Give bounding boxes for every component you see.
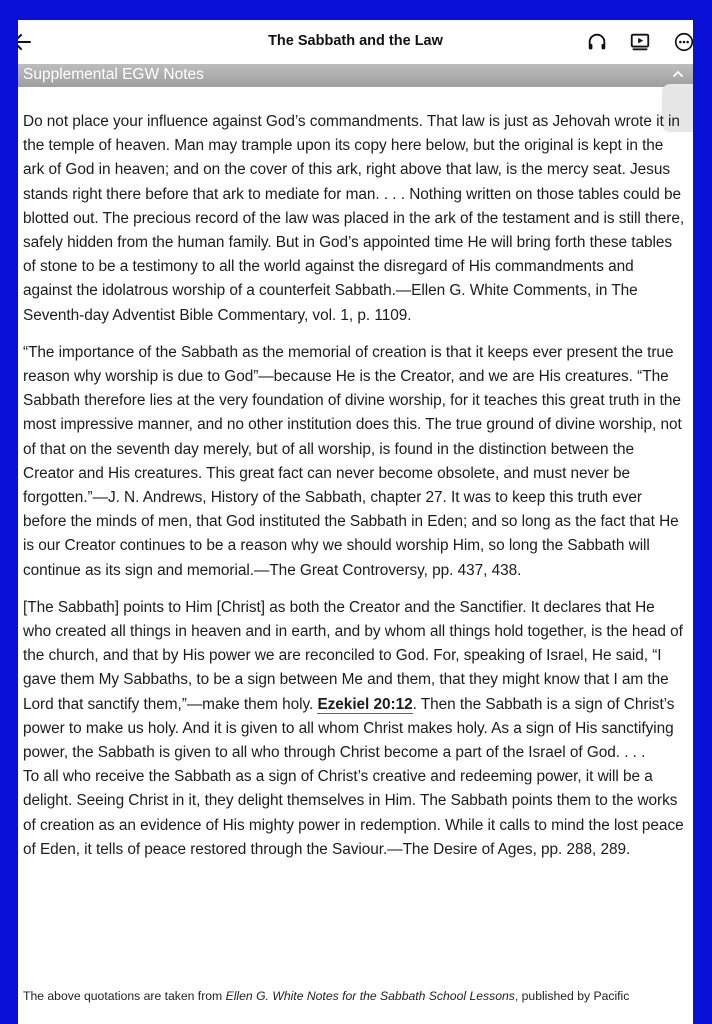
footnote-text: , published by Pacific [514,989,630,1003]
paragraph-text: [The Sabbath] points to Him [Christ] as both the Creator and the Sanctifier. It declares that He who created all things in heaven and in earth, and by whom all things hold together, is the head of the church, and that by His power we are reconciled to God. For, speaking of Israel, He said, “I gave them My Sabbaths, to be a sign between Me and them, that they might know that I am the Lord that sanctify them,”—make them holy. [23,598,683,713]
section-header[interactable] [18,64,693,87]
video-button[interactable] [629,31,651,53]
note-paragraph: Do not place your influence against God’s commandments. That law is just as Jehovah wrote it in the temple of heaven. Man may trample upon its copy here below, but the original is kept in the ark of God in heaven; and on the cover of this ark, right above that law, is the mercy seat. Jesus stands right there before that ark to mediate for man. . . . Nothing written on those tables could be blotted out. The precious record of the law was placed in the ark of the testament and is still there, safely hidden from the human family. But in God’s appointed time He will bring forth these tables of stone to be a testimony to all the world against the disregard of His commandments and against the idolatrous worship of a counterfeit Sabbath.—Ellen G. White Comments, in The Seventh-day Adventist Bible Commentary, vol. 1, p. 1109. [23,113,685,324]
headphones-icon [586,31,608,53]
note-paragraph: To all who receive the Sabbath as a sign of Christ’s creative and redeeming power, it will be a delight. Seeing Christ in it, they delight themselves in Him. The Sabbath points them to the works of creation as an evidence of His mighty power in redemption. While it calls to mind the lost peace of Eden, it tells of peace restored through the Saviour.—The Desire of Ages, pp. 288, 289. [23,768,684,858]
scripture-reference-link[interactable]: Ezekiel 20:12 [317,695,413,713]
note-paragraph: “The importance of the Sabbath as the memorial of creation is that it keeps ever present the true reason why worship is due to God”—because He is the Creator, and we are His creatures. “The Sabbath therefore lies at the very foundation of divine worship, for it teaches this great truth in the most impressive manner, and no other institution does this. The true ground of divine worship, not of that on the seventh day merely, but of all worship, is found in the distinction between the Creator and His creatures. This great fact can never become obsolete, and must never be forgotten.”—J. N. Andrews, History of the Sabbath, chapter 27. It was to keep this truth ever before the minds of men, that God instituted the Sabbath in Eden; and so long as the fact that He is our Creator continues to be a reason why we should worship Him, so long the Sabbath will continue as its sign and memorial.—The Great Controversy, pp. 437, 438. [23,343,682,579]
source-footnote [23,989,693,1003]
note-paragraph [23,596,686,765]
footnote-book-title: Ellen G. White Notes for the Sabbath School Lessons [225,989,515,1003]
paragraph-text: . Then the Sabbath is a sign of Christ’s power to make us holy. And it is given to all whom Christ makes holy. As a sign of His sanctifying power, the Sabbath is given to all who through Christ become a part of the Israel of God. . . . [23,695,675,762]
audio-button[interactable] [586,31,608,53]
top-bar [18,20,693,64]
notes-content [23,110,686,875]
play-video-icon [629,31,651,53]
more-options-icon [673,31,693,53]
footnote-text: The above quotations are taken from [23,989,226,1003]
screen [18,20,693,1024]
chevron-up-icon[interactable] [671,67,685,81]
section-title: Supplemental EGW Notes [23,66,204,83]
more-button[interactable] [673,31,693,53]
page-title: The Sabbath and the Law [268,33,443,49]
